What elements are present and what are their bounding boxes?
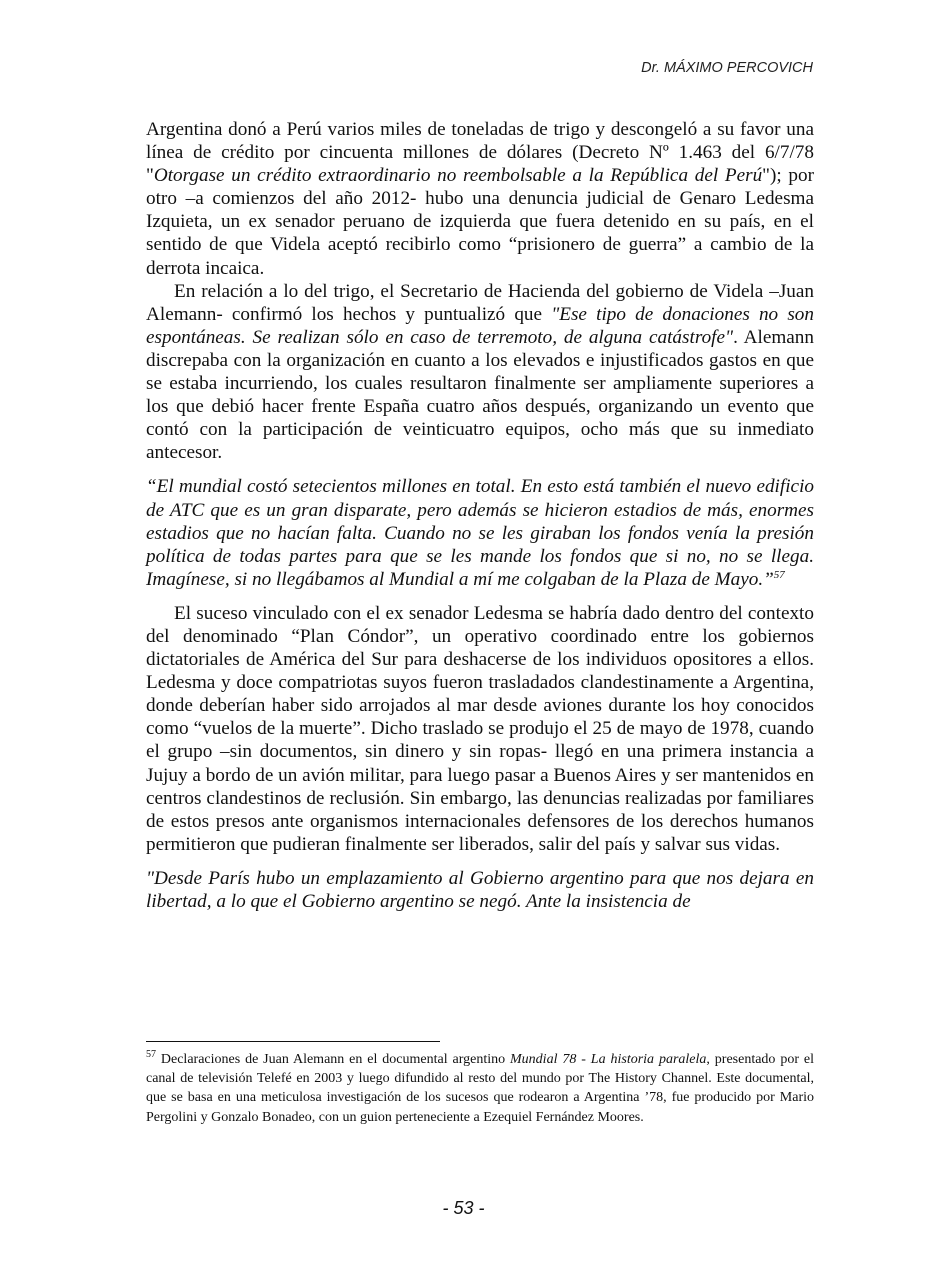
footnote-57 xyxy=(146,1050,814,1127)
footnote-reference[interactable]: 57 xyxy=(773,568,785,581)
running-header-author: Dr. MÁXIMO PERCOVICH xyxy=(641,60,813,76)
paragraph-text: Argentina donó a Perú varios miles de toneladas de trigo y descongeló a su favor una línea de crédito por cincuenta millones de dólares (Decreto Nº 1.463 del 6/7/78 " xyxy=(146,119,814,187)
paragraph-text: . Alemann discrepaba con la organización en cuanto a los elevados e injustificados gastos en que se estaba incurriendo, los cuales resultaron finalmente ser ampliamente superiores a los que debió hacer frente España cuatro años después, organizando un evento que contó con la participación de veinticuatro equipos, ocho más que su inmediato antecesor. xyxy=(146,326,814,464)
footnote-text: , presentado por el canal de televisión Telefé en 2003 y luego difundido al resto del mundo por The History Channel. Este documental, que se basa en una meticulosa investigación de los sucesos que rodearon a Argentina ’78, fue producido por Mario Pergolini y Gonzalo Bonadeo, con un guion perteneciente a Ezequiel Fernández Moores. xyxy=(146,1052,814,1125)
footnote-text: Declaraciones de Juan Alemann en el documental argentino xyxy=(156,1052,511,1067)
alemann-quote: "Ese tipo de donaciones no son espontáneas. Se realizan sólo en caso de terremoto, de alguna catástrofe" xyxy=(146,303,814,348)
paragraph-plan-condor: El suceso vinculado con el ex senador Ledesma se habría dado dentro del contexto del denominado “Plan Cóndor”, un operativo coordinado entre los gobiernos dictatoriales de América del Sur para deshacerse de los individuos opositores a ellos. Ledesma y doce compatriotas suyos fueron trasladados clandestinamente a Argentina, donde deberían haber sido arrojados al mar desde aviones durante los hoy conocidos como “vuelos de la muerte”. Dicho traslado se produjo el 25 de mayo de 1978, cuando el grupo –sin documentos, sin dinero y sin ropas- llegó en una primera instancia a Jujuy a bordo de un avión militar, para luego pasar a Buenos Aires y ser mantenidos en centros clandestinos de reclusión. Sin embargo, las denuncias realizadas por familiares de estos presos ante organismos internacionales defensores de los derechos humanos permitieron que pudieran finalmente ser liberados, salir del país y salvar sus vidas. xyxy=(146,602,814,855)
paragraph-grain-donation xyxy=(146,118,814,280)
page-number: - 53 - xyxy=(442,1198,485,1218)
documentary-title: Mundial 78 - La historia paralela xyxy=(510,1052,707,1067)
decree-quote: Otorgase un crédito extraordinario no reembolsable a la República del Perú xyxy=(153,165,763,187)
footnote-separator xyxy=(146,1041,440,1042)
block-quote-mundial-cost xyxy=(146,475,814,590)
block-quote-paris: "Desde París hubo un emplazamiento al Gobierno argentino para que nos dejara en libertad, a lo que el Gobierno argentino se negó. Ante la insistencia de xyxy=(146,867,814,912)
paragraph-text: "); por otro –a comienzos del año 2012- hubo una denuncia judicial de Genaro Ledesma Izquieta, un ex senador peruano de izquierda que fuera detenido en su país, en el sentido de que Videla aceptó recibirlo como “prisionero de guerra” a cambio de la derrota incaica. xyxy=(146,165,814,279)
paragraph-alemann xyxy=(146,280,814,465)
quote-text: “El mundial costó setecientos millones en total. En esto está también el nuevo edificio de ATC que es un gran disparate, pero además se hicieron estadios de más, enormes estadios que no hacían falta. Cuando no se les giraban los fondos venía la presión política de todas partes para que se les mande los fondos que si no, no se llega. Imagínese, si no llegábamos al Mundial a mí me colgaban de la Plaza de Mayo.” xyxy=(146,476,814,590)
footnote-number: 57 xyxy=(146,1049,156,1060)
main-text xyxy=(146,118,814,913)
paragraph-text: En relación a lo del trigo, el Secretario de Hacienda del gobierno de Videla –Juan Alemann- confirmó los hechos y puntualizó que xyxy=(146,280,814,325)
